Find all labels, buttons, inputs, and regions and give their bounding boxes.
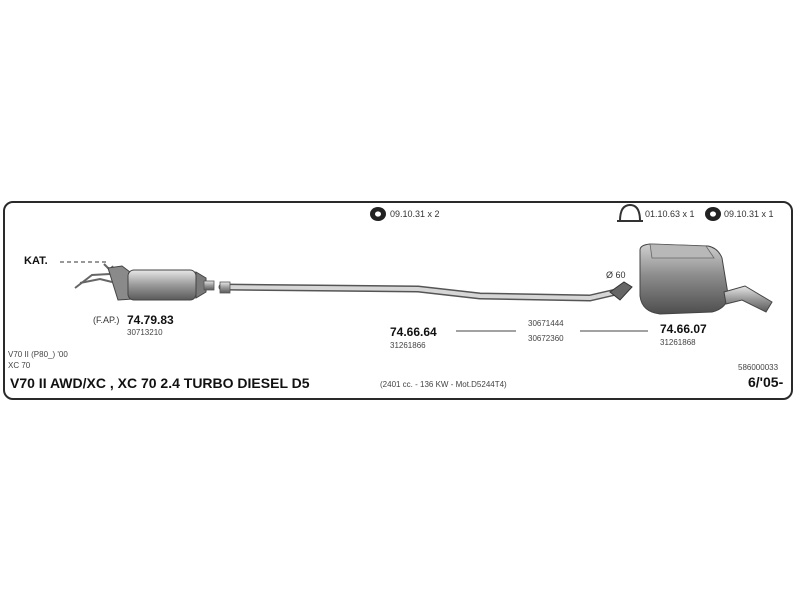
rear-part-number: 74.66.07 xyxy=(660,322,707,336)
fap-prefix: (F.AP.) xyxy=(93,315,120,325)
ref-lower: 30672360 xyxy=(528,334,564,343)
model-line-1: V70 II (P80_) '00 xyxy=(8,350,68,359)
diameter-label: Ø 60 xyxy=(606,270,626,280)
engine-specs: (2401 cc. - 136 KW - Mot.D5244T4) xyxy=(380,380,507,389)
middle-pipe xyxy=(220,282,632,300)
rubber-hanger-icon xyxy=(705,207,721,221)
clamp-qty-label: 01.10.63 x 1 xyxy=(645,209,695,219)
fap-part-number: 74.79.83 xyxy=(127,313,174,327)
model-line-2: XC 70 xyxy=(8,361,31,370)
production-date: 6/'05- xyxy=(748,374,784,390)
clamp-icon xyxy=(617,205,643,221)
rear-silencer xyxy=(640,244,772,314)
ref-upper: 30671444 xyxy=(528,319,564,328)
rubber-hanger-icon xyxy=(370,207,386,221)
hanger-qty-label: 09.10.31 x 2 xyxy=(390,209,440,219)
middle-ref-number: 31261866 xyxy=(390,341,426,350)
hanger-qty-label-2: 09.10.31 x 1 xyxy=(724,209,774,219)
kit-code: 586000033 xyxy=(738,363,779,372)
rear-ref-number: 31261868 xyxy=(660,338,696,347)
middle-part-number: 74.66.64 xyxy=(390,325,437,339)
catalyst-dpf xyxy=(108,266,214,300)
vehicle-title: V70 II AWD/XC , XC 70 2.4 TURBO DIESEL D5 xyxy=(10,375,310,391)
fap-ref-number: 30713210 xyxy=(127,328,163,337)
kat-label: KAT. xyxy=(24,255,48,267)
